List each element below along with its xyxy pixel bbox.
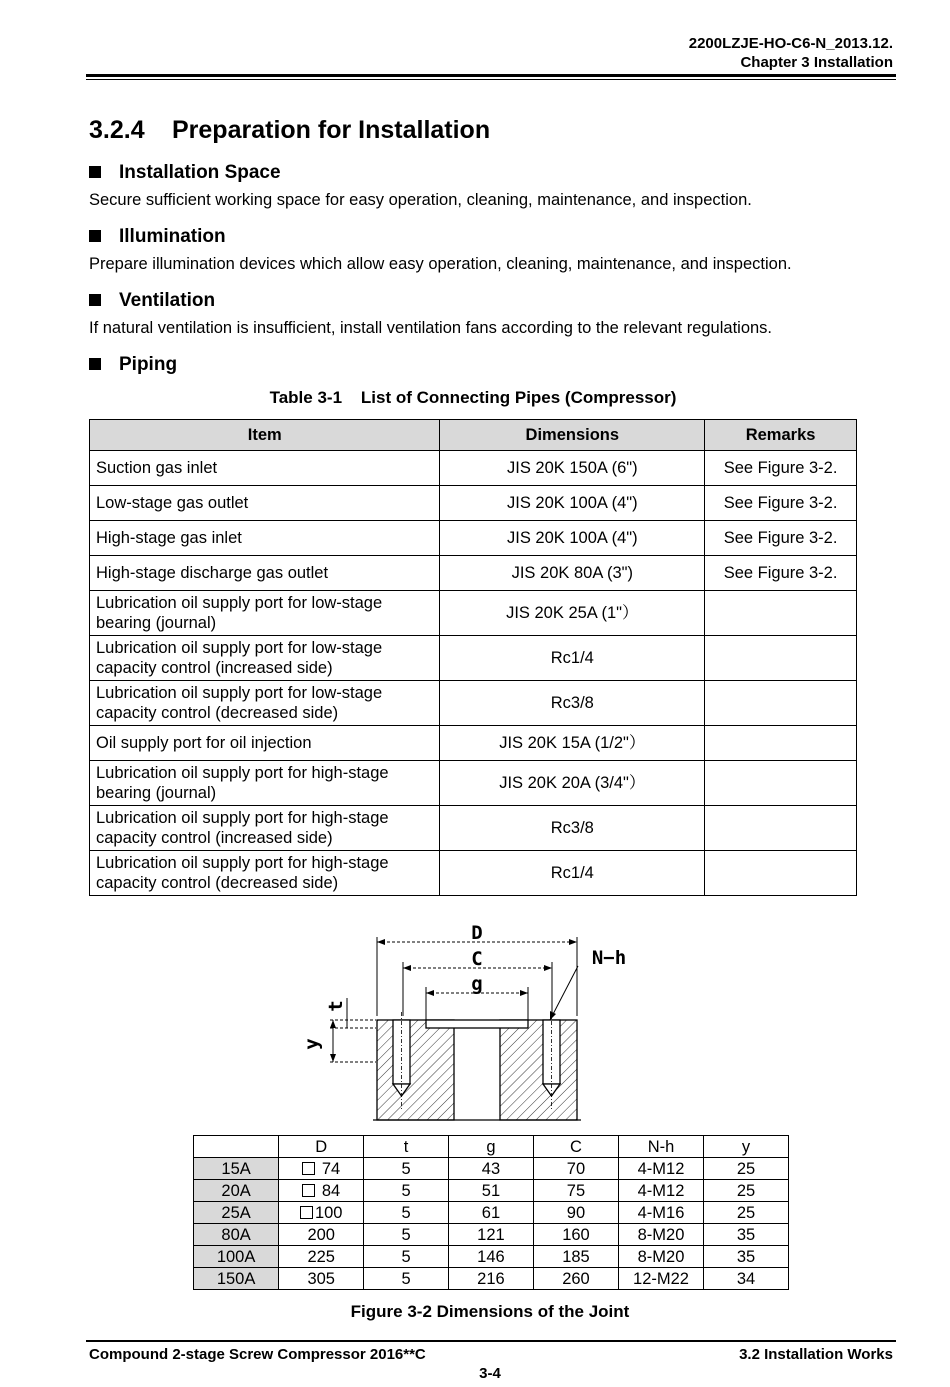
item-cell: Oil supply port for oil injection <box>90 726 440 761</box>
subsection-heading-piping: Piping <box>89 354 177 376</box>
t-cell: 5 <box>364 1202 449 1224</box>
n-h-cell: 4-M12 <box>618 1158 703 1180</box>
remarks-cell: See Figure 3-2. <box>705 486 857 521</box>
item-cell: Lubrication oil supply port for high-stage bearing (journal) <box>90 761 440 806</box>
c-cell: 185 <box>533 1246 618 1268</box>
size-cell: 25A <box>194 1202 279 1224</box>
size-cell: 150A <box>194 1268 279 1290</box>
d-cell: 74 <box>279 1158 364 1180</box>
size-cell: 80A <box>194 1224 279 1246</box>
dims-row <box>194 1158 789 1180</box>
table-row <box>90 556 857 591</box>
square-symbol-icon <box>302 1184 315 1197</box>
dims-header-n-h: N-h <box>618 1136 703 1158</box>
item-cell: High-stage gas inlet <box>90 521 440 556</box>
square-bullet-icon <box>89 358 101 370</box>
dims-row <box>194 1224 789 1246</box>
dimensions-cell: Rc1/4 <box>440 851 705 896</box>
n-h-cell: 4-M12 <box>618 1180 703 1202</box>
dimensions-cell: JIS 20K 25A (1"） <box>440 591 705 636</box>
table-row <box>90 521 857 556</box>
remarks-cell <box>705 681 857 726</box>
dimensions-cell: JIS 20K 20A (3/4"） <box>440 761 705 806</box>
c-cell: 75 <box>533 1180 618 1202</box>
remarks-cell <box>705 851 857 896</box>
dims-header-size <box>194 1136 279 1158</box>
subsection-text-ventilation: If natural ventilation is insufficient, install ventilation fans according to the relevant regulations. <box>89 319 773 337</box>
item-cell: Lubrication oil supply port for high-stage capacity control (increased side) <box>90 806 440 851</box>
figure-caption: Figure 3-2 Dimensions of the Joint <box>350 1302 630 1321</box>
size-cell: 100A <box>194 1246 279 1268</box>
dimensions-cell: JIS 20K 80A (3") <box>440 556 705 591</box>
g-cell: 61 <box>448 1202 533 1224</box>
y-cell: 35 <box>704 1246 789 1268</box>
table-caption: Table 3-1 List of Connecting Pipes (Compressor) <box>269 388 677 407</box>
dims-row <box>194 1180 789 1202</box>
remarks-cell <box>705 726 857 761</box>
remarks-cell: See Figure 3-2. <box>705 556 857 591</box>
table-row <box>90 486 857 521</box>
dimensions-cell: JIS 20K 150A (6") <box>440 451 705 486</box>
g-cell: 146 <box>448 1246 533 1268</box>
c-cell: 160 <box>533 1224 618 1246</box>
t-cell: 5 <box>364 1224 449 1246</box>
n-h-cell: 12-M22 <box>618 1268 703 1290</box>
n-h-cell: 4-M16 <box>618 1202 703 1224</box>
section-heading <box>89 116 490 145</box>
item-cell: Lubrication oil supply port for low-stage capacity control (increased side) <box>90 636 440 681</box>
document-id: 2200LZJE-HO-C6-N_2013.12. <box>688 35 893 52</box>
subsection-heading-ventilation: Ventilation <box>89 290 215 312</box>
size-cell: 15A <box>194 1158 279 1180</box>
dims-header-row <box>194 1136 789 1158</box>
item-cell: High-stage discharge gas outlet <box>90 556 440 591</box>
table-row <box>90 761 857 806</box>
footer-rule <box>86 1340 896 1342</box>
item-cell: Lubrication oil supply port for low-stage capacity control (decreased side) <box>90 681 440 726</box>
page-header <box>689 34 893 72</box>
header-rule-thin <box>86 79 896 80</box>
subsection-text-installation-space: Secure sufficient working space for easy operation, cleaning, maintenance, and inspection. <box>89 191 752 209</box>
dims-row <box>194 1268 789 1290</box>
page-number: 3-4 <box>479 1365 501 1382</box>
table-row <box>90 636 857 681</box>
remarks-cell <box>705 591 857 636</box>
dimensions-cell: Rc3/8 <box>440 806 705 851</box>
subsection-heading-installation-space: Installation Space <box>89 162 281 184</box>
table-row <box>90 806 857 851</box>
square-bullet-icon <box>89 294 101 306</box>
y-cell: 25 <box>704 1180 789 1202</box>
item-cell: Low-stage gas outlet <box>90 486 440 521</box>
dimension-label-t: t <box>325 1000 347 1012</box>
square-symbol-icon <box>300 1206 313 1219</box>
y-cell: 34 <box>704 1268 789 1290</box>
header-rule <box>86 74 896 77</box>
chapter-title: Chapter 3 Installation <box>740 54 893 71</box>
subsection-text-illumination: Prepare illumination devices which allow easy operation, cleaning, maintenance, and inspection. <box>89 255 792 273</box>
item-cell: Suction gas inlet <box>90 451 440 486</box>
footer-product-name: Compound 2-stage Screw Compressor 2016**C <box>89 1346 426 1363</box>
column-header-dimensions: Dimensions <box>440 420 705 451</box>
dims-header-c: C <box>533 1136 618 1158</box>
item-cell: Lubrication oil supply port for low-stage bearing (journal) <box>90 591 440 636</box>
table-row <box>90 451 857 486</box>
dimensions-cell: JIS 20K 100A (4") <box>440 521 705 556</box>
dimension-label-n-h: N−h <box>591 947 627 969</box>
square-symbol-icon <box>302 1162 315 1175</box>
dimension-label-c: C <box>471 948 483 970</box>
g-cell: 121 <box>448 1224 533 1246</box>
t-cell: 5 <box>364 1180 449 1202</box>
c-cell: 90 <box>533 1202 618 1224</box>
y-cell: 25 <box>704 1202 789 1224</box>
g-cell: 51 <box>448 1180 533 1202</box>
n-h-cell: 8-M20 <box>618 1224 703 1246</box>
d-cell: 84 <box>279 1180 364 1202</box>
square-bullet-icon <box>89 230 101 242</box>
table-row <box>90 726 857 761</box>
d-cell: 225 <box>279 1246 364 1268</box>
table-row <box>90 681 857 726</box>
dimension-label-d: D <box>471 922 483 944</box>
y-cell: 25 <box>704 1158 789 1180</box>
remarks-cell <box>705 806 857 851</box>
column-header-remarks: Remarks <box>705 420 857 451</box>
joint-dimension-drawing <box>300 920 640 1125</box>
d-cell: 100 <box>279 1202 364 1224</box>
subsection-heading-illumination: Illumination <box>89 226 226 248</box>
t-cell: 5 <box>364 1158 449 1180</box>
dims-header-t: t <box>364 1136 449 1158</box>
section-title: Preparation for Installation <box>172 116 491 144</box>
remarks-cell <box>705 636 857 681</box>
table-row <box>90 851 857 896</box>
joint-dimensions-table <box>193 1135 789 1290</box>
dimension-label-g: g <box>471 973 483 995</box>
dims-header-y: y <box>704 1136 789 1158</box>
footer-section-name: 3.2 Installation Works <box>739 1346 893 1363</box>
dimension-label-y: y <box>301 1038 323 1050</box>
section-number: 3.2.4 <box>89 116 145 144</box>
dims-row <box>194 1246 789 1268</box>
square-bullet-icon <box>89 166 101 178</box>
column-header-item: Item <box>90 420 440 451</box>
g-cell: 216 <box>448 1268 533 1290</box>
t-cell: 5 <box>364 1246 449 1268</box>
g-cell: 43 <box>448 1158 533 1180</box>
d-cell: 200 <box>279 1224 364 1246</box>
connecting-pipes-table <box>89 419 857 896</box>
table-row <box>90 591 857 636</box>
dims-row <box>194 1202 789 1224</box>
remarks-cell: See Figure 3-2. <box>705 451 857 486</box>
t-cell: 5 <box>364 1268 449 1290</box>
c-cell: 260 <box>533 1268 618 1290</box>
dimensions-cell: JIS 20K 100A (4") <box>440 486 705 521</box>
n-h-cell: 8-M20 <box>618 1246 703 1268</box>
y-cell: 35 <box>704 1224 789 1246</box>
dimensions-cell: Rc1/4 <box>440 636 705 681</box>
dims-header-g: g <box>448 1136 533 1158</box>
dimensions-cell: Rc3/8 <box>440 681 705 726</box>
size-cell: 20A <box>194 1180 279 1202</box>
remarks-cell <box>705 761 857 806</box>
table-header-row <box>90 420 857 451</box>
dimensions-cell: JIS 20K 15A (1/2"） <box>440 726 705 761</box>
remarks-cell: See Figure 3-2. <box>705 521 857 556</box>
dims-header-d: D <box>279 1136 364 1158</box>
item-cell: Lubrication oil supply port for high-stage capacity control (decreased side) <box>90 851 440 896</box>
d-cell: 305 <box>279 1268 364 1290</box>
c-cell: 70 <box>533 1158 618 1180</box>
